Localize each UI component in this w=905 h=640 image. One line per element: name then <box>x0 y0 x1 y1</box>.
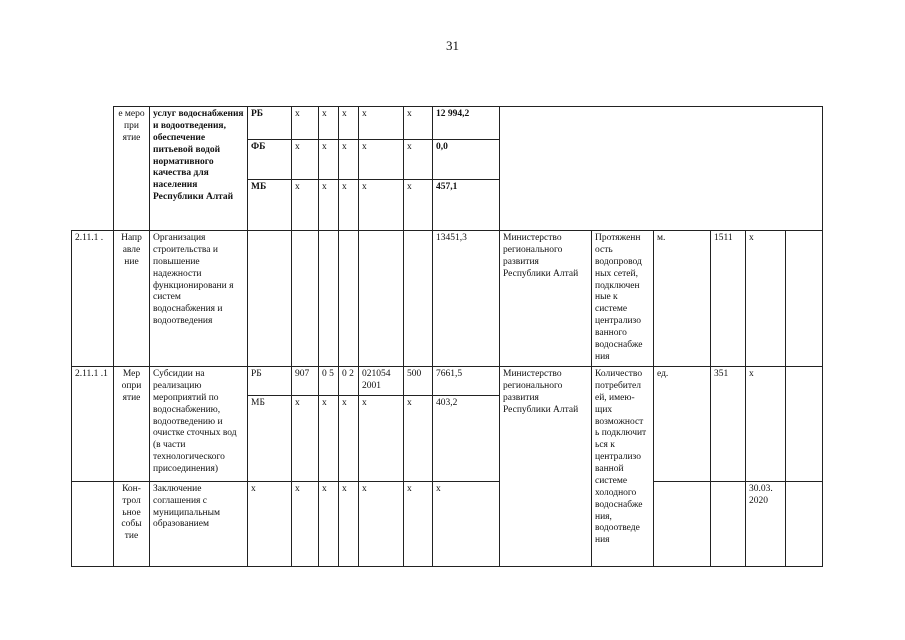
row-name: Субсидии на реализацию мероприятий по водоснабжению, водоотведению и очистке сточных вод (в части технологического присоединения) <box>150 367 248 482</box>
amount-cell: 12 994,2 <box>433 107 500 140</box>
table-row: МБ х х х х х 403,2 <box>72 395 823 481</box>
amount-cell: 403,2 <box>433 395 500 481</box>
row-type: Кон- трол ьное собы тие <box>114 481 150 566</box>
table-row: ФБ х х х х х 0,0 <box>72 140 823 180</box>
program-table <box>71 106 823 567</box>
value-cell: 351 <box>711 367 746 482</box>
event-type-cell: е меро при ятие <box>114 107 150 231</box>
funding-source: МБ <box>248 180 292 231</box>
value-cell: 1511 <box>711 231 746 367</box>
funding-source: ФБ <box>248 140 292 180</box>
table-row <box>72 231 823 367</box>
row-number: 2.11.1 . <box>72 231 114 367</box>
term-cell: х <box>746 367 786 482</box>
table-row: 2.11.1 .1 Мер опри ятие Субсидии на реализацию мероприятий по водоснабжению, водоотведению и очистке сточных вод (в части технологического присоединения) РБ 907 0 5 0 2 021054 2001 500 7661,5 Министерство регионального развития Республики Алтай Количество потребител ей, имею- щих возможност ь подключит ься к централизо ванной системе холодного водоснабже ния, водоотведе ния ед. 351 х <box>72 367 823 396</box>
amount-cell: 0,0 <box>433 140 500 180</box>
table-row: МБ х х х х х 457,1 <box>72 180 823 231</box>
row-name: Организация строительства и повышение надежности функционировани я систем водоснабжения и водоотведения <box>150 231 248 367</box>
term-cell: х <box>746 231 786 367</box>
amount-cell: 13451,3 <box>433 231 500 367</box>
executor-cell: Министерство регионального развития Республики Алтай <box>500 231 592 367</box>
amount-cell: 457,1 <box>433 180 500 231</box>
funding-source: РБ <box>248 367 292 396</box>
row-type: Напр авле ние <box>114 231 150 367</box>
unit-cell: ед. <box>654 367 711 482</box>
amount-cell: 7661,5 <box>433 367 500 396</box>
page-number: 31 <box>446 38 459 53</box>
table-row: е меро при ятие услуг водоснабжения и водоотведения, обеспечение питьевой водой нормативного качества для населения Республики Алтай РБ х х х х х 12 994,2 <box>72 107 823 140</box>
term-cell: 30.03. 2020 <box>746 481 786 566</box>
indicator-cell: Количество потребител ей, имею- щих возможност ь подключит ься к централизо ванной системе холодного водоснабже ния, водоотведе ния <box>592 367 654 567</box>
funding-source: МБ <box>248 395 292 481</box>
table-row: Кон- трол ьное собы тие Заключение соглашения с муниципальным образованием х х х х х х х 30.03. 2020 <box>72 481 823 566</box>
empty-area <box>500 107 823 231</box>
executor-cell: Министерство регионального развития Республики Алтай <box>500 367 592 567</box>
funding-source: РБ <box>248 107 292 140</box>
row-name: Заключение соглашения с муниципальным образованием <box>150 481 248 566</box>
row-type: Мер опри ятие <box>114 367 150 482</box>
indicator-cell: Протяженн ость водопровод ных сетей, подключен ные к системе централизо ванного водоснабже ния <box>592 231 654 367</box>
event-name-cell: услуг водоснабжения и водоотведения, обеспечение питьевой водой нормативного качества для населения Республики Алтай <box>150 107 248 231</box>
row-number: 2.11.1 .1 <box>72 367 114 482</box>
unit-cell: м. <box>654 231 711 367</box>
